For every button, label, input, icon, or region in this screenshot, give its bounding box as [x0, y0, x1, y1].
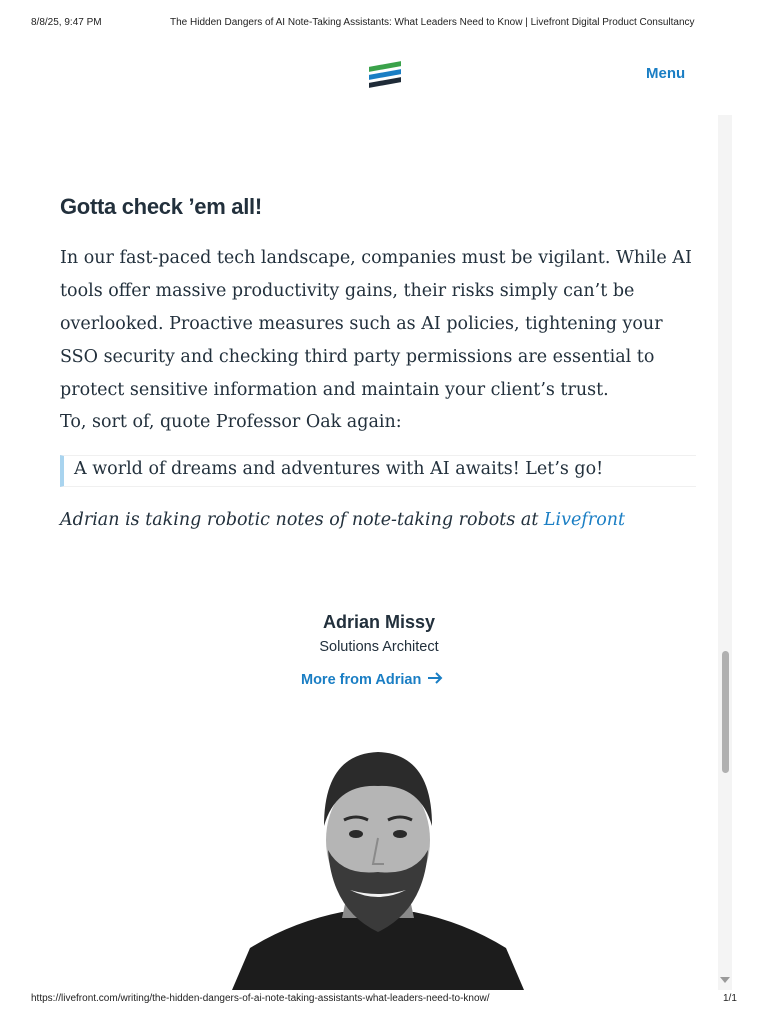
print-page-number: 1/1 — [723, 993, 737, 1004]
scrollbar-thumb[interactable] — [722, 651, 729, 773]
arrow-right-icon — [427, 672, 443, 688]
print-footer — [0, 993, 768, 1007]
article-paragraph-quote-intro: To, sort of, quote Professor Oak again: — [60, 412, 402, 432]
site-header — [40, 45, 718, 115]
print-header — [0, 17, 768, 31]
more-from-author-label: More from Adrian — [301, 672, 422, 688]
author-role: Solutions Architect — [319, 639, 439, 655]
livefront-logo-icon[interactable] — [369, 62, 403, 88]
blockquote-text: A world of dreams and adventures with AI awaits! Let’s go! — [74, 459, 604, 479]
author-portrait — [232, 740, 524, 990]
section-heading: Gotta check ’em all! — [60, 194, 262, 219]
print-datetime: 8/8/25, 9:47 PM — [31, 17, 102, 28]
article-paragraph: In our fast-paced tech landscape, companies must be vigilant. While AI tools offer massive productivity gains, their risks simply can’t be overlooked. Proactive measures such as AI policies, tightening your SSO security and checking third party permissions are essential to protect sensitive information and maintain your client’s trust. — [60, 248, 692, 400]
signoff-text: Adrian is taking robotic notes of note-taking robots at — [60, 510, 544, 530]
author-name: Adrian Missy — [322, 612, 436, 632]
livefront-link[interactable]: Livefront — [543, 510, 626, 530]
more-from-author-link[interactable] — [301, 672, 443, 688]
scrollbar-track[interactable] — [718, 115, 732, 990]
menu-button[interactable]: Menu — [646, 65, 686, 82]
scroll-down-arrow-icon[interactable] — [720, 977, 730, 983]
print-page-title: The Hidden Dangers of AI Note-Taking Assistants: What Leaders Need to Know | Livefront Digital Product Consultancy — [170, 17, 695, 28]
print-url: https://livefront.com/writing/the-hidden-dangers-of-ai-note-taking-assistants-what-leaders-need-to-know/ — [31, 993, 490, 1004]
author-signoff — [60, 510, 625, 530]
blockquote — [60, 455, 696, 487]
